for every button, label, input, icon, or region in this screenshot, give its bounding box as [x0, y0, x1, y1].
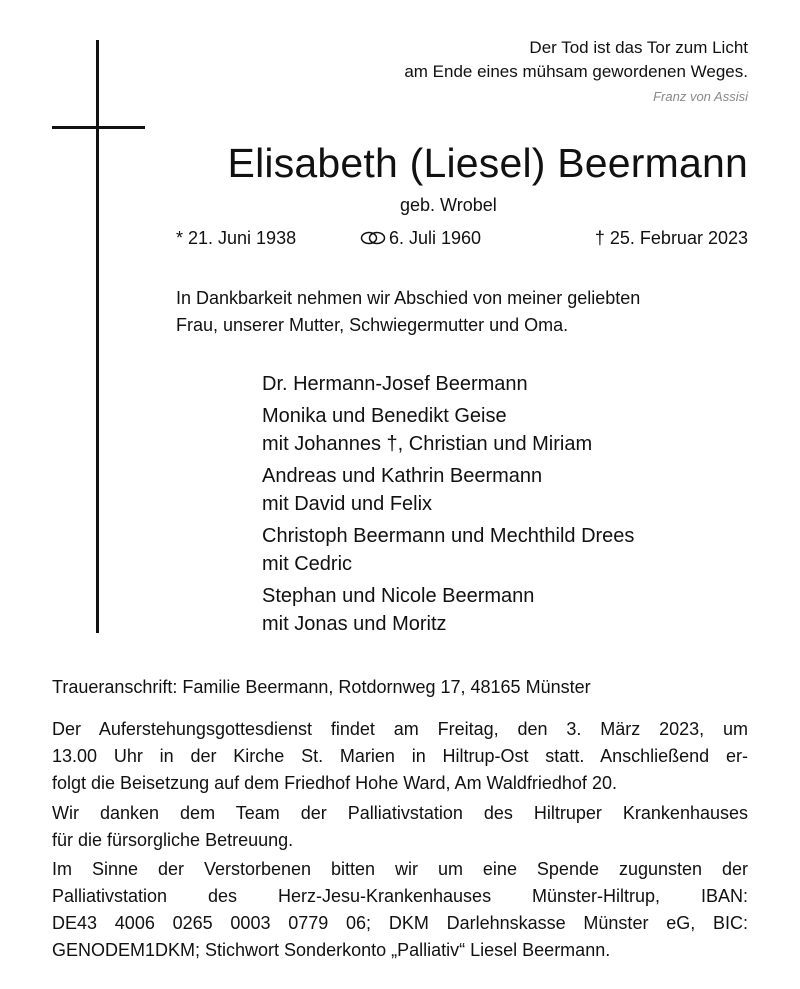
farewell-line: Frau, unserer Mutter, Schwiegermutter und Oma.: [176, 315, 569, 335]
mourner-family: [262, 582, 634, 638]
thanks-line: Wir danken dem Team der Palliativstation des Hiltruper Krankenhauses: [52, 803, 748, 823]
donation-line: GENODEM1DKM; Stichwort Sonderkonto „Palliativ“ Liesel Beermann.: [52, 940, 611, 960]
donation-line: Im Sinne der Verstorbenen bitten wir um eine Spende zugunsten der: [52, 859, 748, 879]
donation-paragraph: [52, 856, 748, 964]
donation-line: DE43 4006 0265 0003 0779 06; DKM Darlehnskasse Münster eG, BIC:: [52, 913, 748, 933]
wedding-date: 6. Juli 1960: [389, 228, 482, 248]
quote-line: Der Tod ist das Tor zum Licht: [529, 38, 748, 57]
donation-line: Palliativstation des Herz-Jesu-Krankenhauses Münster-Hiltrup, IBAN:: [52, 886, 748, 906]
wedding-date-group: [360, 225, 481, 251]
thanks-paragraph: [52, 800, 748, 854]
quote-block: [404, 36, 748, 108]
service-line: Der Auferstehungsgottesdienst findet am Freitag, den 3. März 2023, um: [52, 719, 748, 739]
mourner-family: [262, 370, 634, 398]
quote-author: Franz von Assisi: [653, 89, 748, 104]
mourner-children: mit Johannes †, Christian und Miriam: [262, 433, 593, 455]
mourner-children: mit David und Felix: [262, 493, 433, 515]
mourner-family: [262, 402, 634, 458]
service-line: 13.00 Uhr in der Kirche St. Marien in Hiltrup-Ost statt. Anschließend er-: [52, 746, 748, 766]
mourner-children: mit Jonas und Moritz: [262, 613, 447, 635]
deceased-name: Elisabeth (Liesel) Beermann: [227, 140, 748, 186]
mourners-list: [262, 370, 634, 638]
quote-line: am Ende eines mühsam gewordenen Weges.: [404, 62, 748, 81]
farewell-text: [176, 285, 756, 339]
mourner-family: [262, 462, 634, 518]
thanks-line: für die fürsorgliche Betreuung.: [52, 830, 294, 850]
service-line: folgt die Beisetzung auf dem Friedhof Hohe Ward, Am Waldfriedhof 20.: [52, 773, 617, 793]
mourner-name: Christoph Beermann und Mechthild Drees: [262, 525, 635, 547]
service-paragraph: [52, 716, 748, 797]
birth-date: * 21. Juni 1938: [176, 228, 297, 248]
mourner-family: [262, 522, 634, 578]
mourning-address: Traueranschrift: Familie Beermann, Rotdornweg 17, 48165 Münster: [52, 677, 591, 697]
mourner-children: mit Cedric: [262, 553, 353, 575]
farewell-line: In Dankbarkeit nehmen wir Abschied von meiner geliebten: [176, 288, 641, 308]
mourner-name: Andreas und Kathrin Beermann: [262, 465, 543, 487]
mourner-name: Dr. Hermann-Josef Beermann: [262, 373, 528, 395]
cross-horizontal-bar: [52, 126, 145, 129]
mourner-name: Stephan und Nicole Beermann: [262, 585, 535, 607]
death-date: † 25. Februar 2023: [594, 228, 748, 248]
born-name: geb. Wrobel: [400, 195, 497, 215]
wedding-rings-icon: [360, 230, 386, 246]
life-dates: [176, 225, 748, 251]
mourner-name: Monika und Benedikt Geise: [262, 405, 507, 427]
